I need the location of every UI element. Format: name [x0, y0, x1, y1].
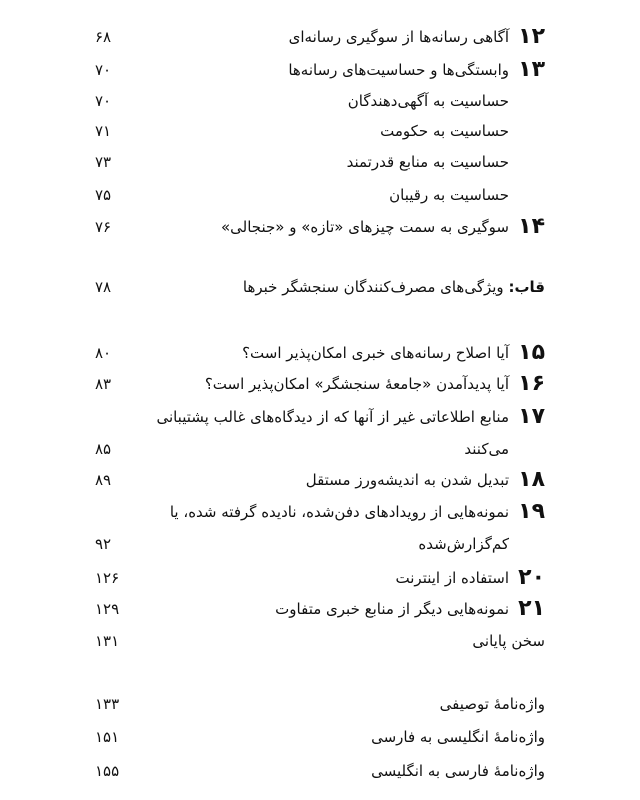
entry-title-continuation: می‌کنند: [464, 440, 509, 458]
entry-title: حساسیت به منابع قدرتمند: [346, 153, 509, 171]
entry-title: آگاهی رسانه‌ها از سوگیری رسانه‌ای: [288, 28, 509, 46]
entry-title: حساسیت به رقیبان: [389, 186, 509, 204]
toc-entry[interactable]: [95, 756, 545, 786]
box-title: ویژگی‌های مصرف‌کنندگان سنجشگر خبرها: [242, 278, 504, 296]
entry-title: تبدیل شدن به اندیشه‌ورز مستقل: [305, 471, 509, 489]
toc-entry[interactable]: [95, 55, 545, 85]
chapter-number: ۲۱: [518, 596, 545, 621]
entry-title-continuation: کم‌گزارش‌شده: [418, 535, 509, 553]
page-number: ۷۱: [95, 122, 112, 140]
chapter-number: ۱۵: [518, 340, 545, 365]
page-number: ۷۶: [95, 218, 112, 236]
page-number: ۷۰: [95, 61, 112, 79]
page-number: ۸۰: [95, 344, 112, 362]
chapter-number: ۱۹: [518, 499, 545, 524]
page-number: ۸۵: [95, 440, 112, 458]
entry-title: واژه‌نامهٔ انگلیسی به فارسی: [371, 728, 545, 746]
page-number: ۷۰: [95, 92, 112, 110]
toc-entry[interactable]: [95, 722, 545, 752]
toc-subentry[interactable]: [95, 116, 545, 146]
entry-title: استفاده از اینترنت: [395, 569, 509, 587]
page-number: ۱۲۶: [95, 569, 120, 587]
toc-entry-continuation[interactable]: [95, 434, 545, 464]
toc-entry[interactable]: [95, 22, 545, 52]
chapter-number: ۱۸: [518, 467, 545, 492]
page-number: ۸۳: [95, 375, 112, 393]
entry-title: واژه‌نامهٔ فارسی به انگلیسی: [371, 762, 545, 780]
entry-title: نمونه‌هایی دیگر از منابع خبری متفاوت: [275, 600, 509, 618]
toc-entry[interactable]: [95, 497, 545, 527]
toc-subentry[interactable]: [95, 86, 545, 116]
entry-title: واژه‌نامهٔ توصیفی: [439, 695, 545, 713]
entry-title: سخن پایانی: [472, 632, 545, 650]
toc-entry[interactable]: [95, 626, 545, 656]
entry-title: سوگیری به سمت چیزهای «تازه» و «جنجالی»: [220, 218, 509, 236]
toc-entry[interactable]: [95, 689, 545, 719]
toc-entry[interactable]: [95, 402, 545, 432]
entry-title: آیا پدیدآمدن «جامعهٔ سنجشگر» امکان‌پذیر است؟: [204, 375, 509, 393]
entry-title: حساسیت به حکومت: [380, 122, 509, 140]
chapter-number: ۱۲: [518, 24, 545, 49]
entry-title: آیا اصلاح رسانه‌های خبری امکان‌پذیر است؟: [242, 344, 509, 362]
entry-title: [243, 272, 545, 302]
chapter-number: ۱۳: [518, 57, 545, 82]
page-number: ۹۲: [95, 535, 112, 553]
page-number: ۱۳۱: [95, 632, 120, 650]
toc-subentry[interactable]: [95, 180, 545, 210]
entry-title: حساسیت به آگهی‌دهندگان: [347, 92, 509, 110]
entry-title: منابع اطلاعاتی غیر از آنها که از دیدگاه‌های غالب پشتیبانی: [156, 408, 509, 426]
page-number: ۱۳۳: [95, 695, 120, 713]
toc-box-entry[interactable]: [95, 272, 545, 302]
toc-entry[interactable]: [95, 594, 545, 624]
entry-title: وابستگی‌ها و حساسیت‌های رسانه‌ها: [288, 61, 509, 79]
toc-entry[interactable]: [95, 563, 545, 593]
page-number: ۷۸: [95, 278, 112, 296]
entry-title: نمونه‌هایی از رویدادهای دفن‌شده، نادیده گرفته شده، یا: [169, 503, 509, 521]
page-number: ۷۵: [95, 186, 112, 204]
page-number: ۱۲۹: [95, 600, 120, 618]
toc-subentry[interactable]: [95, 147, 545, 177]
chapter-number: ۱۴: [518, 214, 545, 239]
page-number: ۷۳: [95, 153, 112, 171]
chapter-number: ۱۷: [518, 404, 545, 429]
page-number: ۶۸: [95, 28, 112, 46]
toc-entry[interactable]: [95, 338, 545, 368]
toc-entry[interactable]: [95, 212, 545, 242]
chapter-number: ۱۶: [518, 371, 545, 396]
toc-entry[interactable]: [95, 465, 545, 495]
toc-entry-continuation[interactable]: [95, 529, 545, 559]
page-number: ۸۹: [95, 471, 112, 489]
box-label: قاب:: [508, 278, 545, 296]
page-number: ۱۵۵: [95, 762, 120, 780]
page-number: ۱۵۱: [95, 728, 120, 746]
toc-entry[interactable]: [95, 369, 545, 399]
chapter-number: ۲۰: [518, 565, 545, 590]
